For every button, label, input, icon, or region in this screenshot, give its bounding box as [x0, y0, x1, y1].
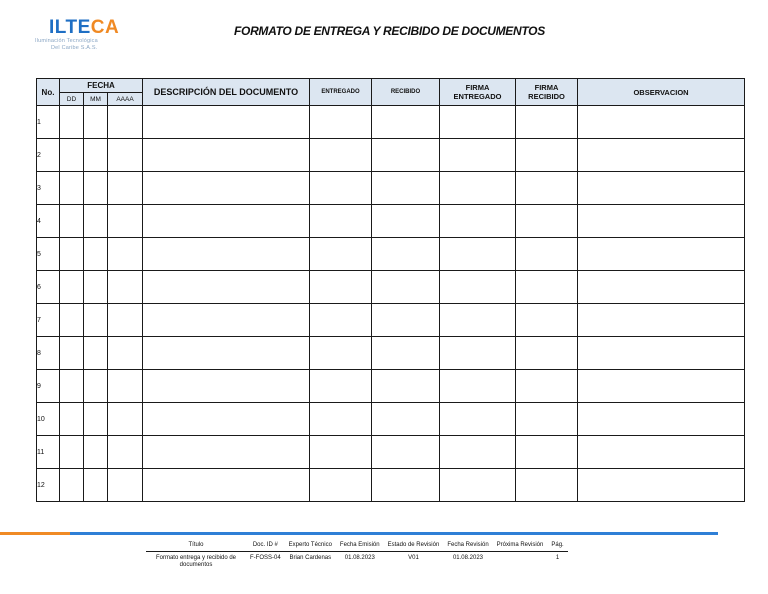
footer-value-doc-id: F-FOSS-04 [250, 555, 281, 561]
cell-firma-entregado [440, 205, 516, 238]
cell-recibido [372, 337, 440, 370]
table-row [37, 436, 745, 469]
header-observacion: OBSERVACION [578, 79, 745, 106]
cell-firma-entregado [440, 304, 516, 337]
cell-observacion [578, 106, 745, 139]
cell-descripcion [143, 139, 310, 172]
cell-dd [60, 436, 84, 469]
cell-mm [84, 304, 108, 337]
row-number: 8 [37, 337, 60, 370]
cell-observacion [578, 139, 745, 172]
cell-mm [84, 139, 108, 172]
row-number: 6 [37, 271, 60, 304]
footer-value-experto: Brian Cardenas [289, 555, 332, 561]
logo-word-part1: ILTE [49, 17, 91, 38]
cell-dd [60, 238, 84, 271]
cell-aaaa [108, 238, 143, 271]
cell-recibido [372, 469, 440, 502]
cell-recibido [372, 271, 440, 304]
cell-aaaa [108, 436, 143, 469]
company-logo [35, 18, 135, 51]
table-row [37, 304, 745, 337]
cell-recibido [372, 139, 440, 172]
cell-descripcion [143, 403, 310, 436]
cell-entregado [310, 172, 372, 205]
cell-firma-recibido [516, 436, 578, 469]
cell-entregado [310, 304, 372, 337]
header-firma-entregado [440, 79, 516, 106]
cell-aaaa [108, 337, 143, 370]
cell-mm [84, 271, 108, 304]
cell-descripcion [143, 205, 310, 238]
cell-dd [60, 271, 84, 304]
cell-mm [84, 337, 108, 370]
cell-firma-entregado [440, 139, 516, 172]
header-fecha: FECHA [60, 79, 143, 93]
cell-firma-recibido [516, 238, 578, 271]
table-row [37, 139, 745, 172]
cell-entregado [310, 436, 372, 469]
cell-mm [84, 106, 108, 139]
cell-firma-recibido [516, 172, 578, 205]
cell-firma-entregado [440, 436, 516, 469]
cell-firma-entregado [440, 238, 516, 271]
logo-word-part2: CA [90, 17, 120, 38]
cell-firma-entregado [440, 469, 516, 502]
cell-recibido [372, 403, 440, 436]
footer-value-titulo-line1: Formato entrega y recibido de [155, 555, 237, 561]
footer-value-proxima [493, 552, 548, 570]
cell-firma-entregado [440, 106, 516, 139]
logo-sub-line2: Del Caribe S.A.S. [51, 44, 98, 51]
header-entregado: ENTREGADO [310, 79, 372, 106]
cell-recibido [372, 238, 440, 271]
footer-value-titulo-line2: documentos [179, 562, 213, 568]
cell-entregado [310, 238, 372, 271]
cell-dd [60, 172, 84, 205]
cell-aaaa [108, 403, 143, 436]
table-row [37, 469, 745, 502]
cell-descripcion [143, 172, 310, 205]
table-row [37, 205, 745, 238]
cell-firma-recibido [516, 271, 578, 304]
cell-observacion [578, 172, 745, 205]
cell-observacion [578, 403, 745, 436]
cell-descripcion [143, 271, 310, 304]
cell-dd [60, 139, 84, 172]
cell-mm [84, 370, 108, 403]
cell-firma-entregado [440, 370, 516, 403]
cell-recibido [372, 304, 440, 337]
header-aaaa: AAAA [108, 93, 143, 106]
cell-dd [60, 337, 84, 370]
header-firma-recibido-line2: RECIBIDO [528, 92, 565, 101]
cell-recibido [372, 106, 440, 139]
table-row [37, 106, 745, 139]
cell-observacion [578, 238, 745, 271]
cell-mm [84, 238, 108, 271]
cell-firma-recibido [516, 337, 578, 370]
cell-dd [60, 106, 84, 139]
cell-entregado [310, 370, 372, 403]
cell-dd [60, 370, 84, 403]
row-number: 3 [37, 172, 60, 205]
cell-recibido [372, 205, 440, 238]
row-number: 4 [37, 205, 60, 238]
cell-entregado [310, 106, 372, 139]
cell-observacion [578, 205, 745, 238]
cell-descripcion [143, 337, 310, 370]
row-number: 12 [37, 469, 60, 502]
row-number: 9 [37, 370, 60, 403]
footer-label-titulo: Título [146, 540, 246, 552]
cell-recibido [372, 172, 440, 205]
header-firma-recibido [516, 79, 578, 106]
cell-aaaa [108, 370, 143, 403]
cell-aaaa [108, 172, 143, 205]
cell-observacion [578, 469, 745, 502]
row-number: 1 [37, 106, 60, 139]
cell-firma-entregado [440, 337, 516, 370]
cell-mm [84, 469, 108, 502]
cell-aaaa [108, 139, 143, 172]
row-number: 10 [37, 403, 60, 436]
cell-observacion [578, 337, 745, 370]
footer-value-estado: V01 [408, 555, 419, 561]
cell-aaaa [108, 469, 143, 502]
cell-entregado [310, 271, 372, 304]
cell-entregado [310, 205, 372, 238]
delivery-log-table [36, 78, 745, 502]
footer-label-pag: Pág. [547, 540, 567, 552]
cell-descripcion [143, 436, 310, 469]
cell-dd [60, 304, 84, 337]
footer-metadata-table [146, 540, 568, 569]
cell-firma-recibido [516, 205, 578, 238]
footer-value-titulo [146, 552, 246, 570]
logo-wordmark [35, 18, 135, 38]
cell-firma-recibido [516, 469, 578, 502]
header-firma-entregado-line1: FIRMA [465, 83, 490, 92]
cell-observacion [578, 436, 745, 469]
cell-aaaa [108, 271, 143, 304]
cell-firma-recibido [516, 370, 578, 403]
cell-entregado [310, 139, 372, 172]
cell-entregado [310, 337, 372, 370]
cell-mm [84, 403, 108, 436]
cell-descripcion [143, 106, 310, 139]
footer-label-fecha-emision: Fecha Emisión [336, 540, 384, 552]
cell-firma-recibido [516, 403, 578, 436]
footer-bar-blue [70, 532, 718, 535]
footer-value-fecha-revision: 01.08.2023 [452, 555, 483, 561]
row-number: 2 [37, 139, 60, 172]
cell-firma-entregado [440, 172, 516, 205]
cell-firma-entregado [440, 271, 516, 304]
cell-observacion [578, 370, 745, 403]
header-firma-entregado-line2: ENTREGADO [453, 92, 502, 101]
cell-entregado [310, 403, 372, 436]
logo-subtitle [35, 38, 135, 51]
footer-label-fecha-revision: Fecha Revisión [443, 540, 492, 552]
cell-firma-entregado [440, 403, 516, 436]
row-number: 7 [37, 304, 60, 337]
row-number: 5 [37, 238, 60, 271]
cell-descripcion [143, 370, 310, 403]
cell-observacion [578, 271, 745, 304]
cell-aaaa [108, 106, 143, 139]
header-dd: DD [60, 93, 84, 106]
cell-descripcion [143, 469, 310, 502]
header-firma-recibido-line1: FIRMA [534, 83, 559, 92]
cell-aaaa [108, 205, 143, 238]
footer-label-doc-id: Doc. ID # [246, 540, 285, 552]
footer-value-fecha-emision: 01.08.2023 [344, 555, 375, 561]
table-row [37, 271, 745, 304]
cell-firma-recibido [516, 139, 578, 172]
cell-descripcion [143, 238, 310, 271]
cell-mm [84, 205, 108, 238]
cell-firma-recibido [516, 304, 578, 337]
cell-aaaa [108, 304, 143, 337]
table-row [37, 238, 745, 271]
table-row [37, 172, 745, 205]
cell-recibido [372, 370, 440, 403]
footer-label-estado: Estado de Revisión [384, 540, 444, 552]
row-number: 11 [37, 436, 60, 469]
header-recibido: RECIBIDO [372, 79, 440, 106]
footer-label-experto: Experto Técnico [285, 540, 336, 552]
cell-mm [84, 172, 108, 205]
table-row [37, 337, 745, 370]
footer-label-proxima: Próxima Revisión [493, 540, 548, 552]
table-row [37, 403, 745, 436]
cell-recibido [372, 436, 440, 469]
cell-dd [60, 205, 84, 238]
cell-entregado [310, 469, 372, 502]
footer-bar-orange [0, 532, 70, 535]
cell-dd [60, 403, 84, 436]
logo-sub-line1: Iluminación Tecnológica [35, 38, 98, 44]
document-title: FORMATO DE ENTREGA Y RECIBIDO DE DOCUMENTOS [234, 24, 545, 38]
cell-mm [84, 436, 108, 469]
table-row [37, 370, 745, 403]
table-body [37, 106, 745, 502]
footer-value-pag: 1 [555, 555, 560, 561]
cell-firma-recibido [516, 106, 578, 139]
header-no: No. [37, 79, 60, 106]
cell-descripcion [143, 304, 310, 337]
cell-observacion [578, 304, 745, 337]
header-mm: MM [84, 93, 108, 106]
header-descripcion: DESCRIPCIÓN DEL DOCUMENTO [143, 79, 310, 106]
cell-dd [60, 469, 84, 502]
